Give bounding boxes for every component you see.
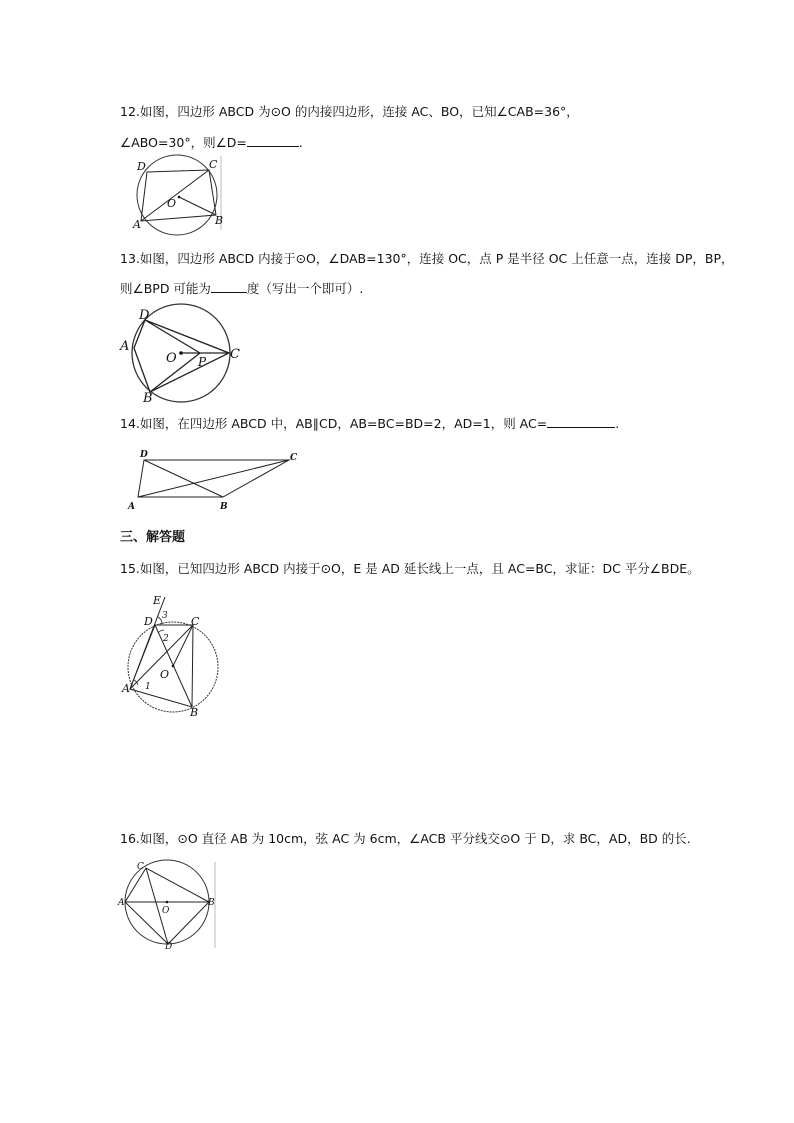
q12-label-C: C <box>209 158 218 171</box>
q13-label-P: P <box>198 355 207 369</box>
q14-text-suffix: . <box>615 416 620 431</box>
q13-answer-blank <box>211 280 247 293</box>
q12-text-line2 <box>120 134 303 151</box>
q14-label-C: C <box>290 453 298 463</box>
q16-label-O: O <box>162 906 170 916</box>
q12-label-A: A <box>133 218 141 231</box>
q12-label-B: B <box>215 214 224 227</box>
q14-answer-blank <box>547 415 615 428</box>
q15-label-A: A <box>122 682 130 695</box>
q12-text-suffix: . <box>298 135 303 150</box>
q13-text-suffix: 度（写出一个即可）. <box>246 281 364 296</box>
section-heading: 三、解答题 <box>120 530 186 545</box>
q16-label-C: C <box>137 862 144 872</box>
q15-figure <box>118 592 228 720</box>
q15-label-O: O <box>160 668 170 681</box>
q13-label-D: D <box>139 308 150 323</box>
q15-label-2: 2 <box>163 634 169 644</box>
q15-label-D: D <box>144 615 153 628</box>
q15-label-1: 1 <box>145 682 151 692</box>
q16-figure <box>118 858 223 950</box>
q13-figure <box>117 303 247 406</box>
q16-label-A: A <box>118 898 125 908</box>
q15-text-line1: 15.如图，已知四边形 ABCD 内接于⊙O，E 是 AD 延长线上一点，且 AC=BC，求证：DC 平分∠BDE。 <box>120 561 700 576</box>
q15-label-E: E <box>153 594 162 607</box>
q12-label-D: D <box>137 160 146 173</box>
q13-label-C: C <box>230 347 240 362</box>
q14-label-D: D <box>140 450 148 460</box>
q13-label-B: B <box>143 391 153 406</box>
q13-text-line2 <box>120 280 363 297</box>
q13-label-A: A <box>120 339 130 354</box>
q16-label-D: D <box>165 942 173 952</box>
q12-figure <box>120 152 230 232</box>
q14-text-line1 <box>120 415 619 432</box>
q14-text-prefix: 14.如图，在四边形 ABCD 中，AB∥CD，AB=BC=BD=2，AD=1，则 AC= <box>120 416 548 431</box>
q16-label-B: B <box>208 898 215 908</box>
q12-answer-blank <box>247 134 299 147</box>
q12-text-line1: 12.如图，四边形 ABCD 为⊙O 的内接四边形，连接 AC、BO，已知∠CAB=36°， <box>120 104 579 119</box>
q15-label-3: 3 <box>162 611 168 621</box>
q13-text-prefix: 则∠BPD 可能为 <box>120 281 211 296</box>
q14-label-B: B <box>220 502 228 512</box>
q12-label-O: O <box>167 197 177 210</box>
q14-figure <box>122 446 307 514</box>
q16-text-line1: 16.如图，⊙O 直径 AB 为 10cm，弦 AC 为 6cm，∠ACB 平分线交⊙O 于 D，求 BC，AD，BD 的长. <box>120 831 691 846</box>
q13-label-O: O <box>166 351 177 366</box>
q15-label-C: C <box>191 615 200 628</box>
q13-text-line1: 13.如图，四边形 ABCD 内接于⊙O，∠DAB=130°，连接 OC，点 P 是半径 OC 上任意一点，连接 DP，BP， <box>120 251 734 266</box>
q15-label-B: B <box>190 706 199 719</box>
q14-label-A: A <box>128 502 135 512</box>
q12-text-prefix: ∠ABO=30°，则∠D= <box>120 135 247 150</box>
